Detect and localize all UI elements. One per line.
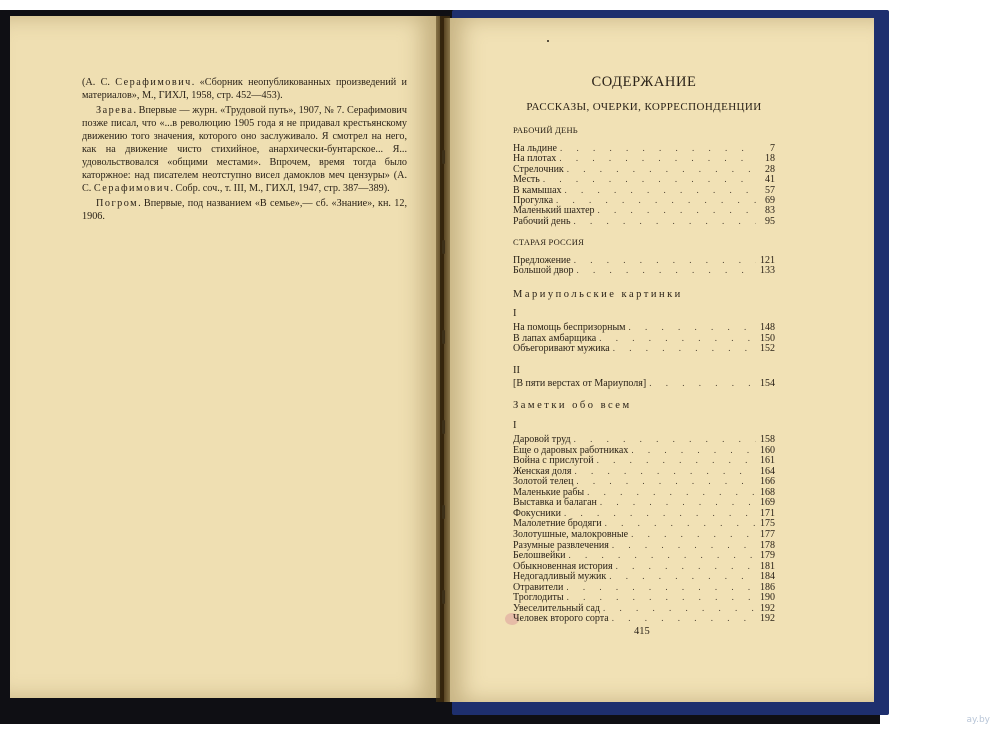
- toc-entry-title: Золотой телец: [513, 476, 574, 488]
- dot-leader: [612, 540, 756, 551]
- toc-entry-page: 178: [760, 539, 775, 551]
- toc-entry-page: 57: [765, 184, 775, 196]
- dot-leader: [564, 508, 756, 519]
- ink-dot: [547, 40, 549, 42]
- toc-entry: [513, 613, 775, 624]
- dot-leader: [631, 445, 756, 456]
- toc-entry: [513, 476, 775, 487]
- toc-entry: [513, 164, 775, 175]
- toc-entry: [513, 322, 775, 333]
- toc-entry-page: 171: [760, 507, 775, 519]
- dot-leader: [613, 343, 756, 354]
- section-heading: РАБОЧИЙ ДЕНЬ: [513, 125, 578, 135]
- dot-leader: [576, 265, 756, 276]
- dot-leader: [567, 164, 756, 175]
- toc-entry: [513, 550, 775, 561]
- toc-entry-title: Предложение: [513, 255, 571, 266]
- part-number: II: [513, 365, 520, 376]
- toc-entry-page: 150: [760, 332, 775, 344]
- toc-entry-page: 148: [760, 322, 775, 333]
- dot-leader: [597, 455, 756, 466]
- dot-leader: [629, 322, 757, 333]
- section-heading: СТАРАЯ РОССИЯ: [513, 237, 584, 247]
- toc-entry-page: 164: [760, 465, 775, 477]
- dot-leader: [600, 497, 756, 508]
- binding-stitch: [442, 330, 445, 344]
- dot-leader: [569, 550, 756, 561]
- commentary-paragraph: Погром. Впервые, под названием «В семье»,— сб. «Знание», кн. 12, 1906.: [82, 198, 407, 222]
- toc-entry-page: 18: [765, 153, 775, 165]
- toc-entry: [513, 497, 775, 508]
- binding-stitch: [442, 150, 445, 164]
- toc-entry-page: 28: [765, 163, 775, 175]
- dot-leader: [556, 195, 756, 206]
- toc-entry: [513, 205, 775, 216]
- toc-entry-page: 154: [760, 378, 775, 389]
- toc-subtitle: РАССКАЗЫ, ОЧЕРКИ, КОРРЕСПОНДЕНЦИИ: [526, 101, 762, 113]
- toc-entry-page: 179: [760, 550, 775, 562]
- toc-entry: [513, 343, 775, 354]
- toc-entry: [513, 333, 775, 344]
- toc-entry-page: 83: [765, 205, 775, 217]
- dot-leader: [574, 216, 757, 227]
- toc-entry-title: Троглодиты: [513, 592, 564, 604]
- dot-leader: [574, 255, 756, 266]
- toc-entry-title: Человек второго сорта: [513, 613, 609, 625]
- watermark: ay.by: [966, 715, 990, 725]
- toc-entry-title: На помощь беспризорным: [513, 322, 626, 333]
- binding-stitch: [442, 240, 445, 254]
- toc-entry-title: Объегоривают мужика: [513, 343, 610, 355]
- toc-entry-page: 190: [760, 592, 775, 604]
- toc-entry: [513, 185, 775, 196]
- dot-leader: [649, 378, 756, 389]
- dot-leader: [631, 529, 756, 540]
- toc-entry: [513, 265, 775, 276]
- dot-leader: [612, 613, 756, 624]
- toc-entry-title: Маленькие рабы: [513, 486, 585, 498]
- toc-entry: [513, 518, 775, 529]
- toc-entry: [513, 455, 775, 466]
- toc-entry-title: На льдине: [513, 143, 557, 154]
- dot-leader: [574, 434, 756, 445]
- toc-entry-page: 160: [760, 444, 775, 456]
- toc-entry-title: Недогадливый мужик: [513, 571, 607, 583]
- toc-entry-page: 152: [760, 343, 775, 355]
- toc-entry-title: Золотушные, малокровные: [513, 528, 629, 540]
- toc-entry-page: 181: [760, 560, 775, 572]
- toc-entry: [513, 529, 775, 540]
- toc-entry-title: В камышах: [513, 184, 562, 196]
- toc-entry-title: Большой двор: [513, 265, 574, 277]
- dot-leader: [574, 466, 756, 477]
- toc-entry: [513, 153, 775, 164]
- toc-entry-title: Месть: [513, 174, 540, 186]
- toc-entry-page: 184: [760, 571, 775, 583]
- binding-stitch: [442, 505, 445, 519]
- toc-entry-page: 158: [760, 434, 775, 445]
- dot-leader: [560, 143, 756, 154]
- toc-entry: [513, 195, 775, 206]
- dot-leader: [616, 561, 756, 572]
- toc-entry: [513, 592, 775, 603]
- toc-entry: [513, 561, 775, 572]
- toc-entry-page: 177: [760, 528, 775, 540]
- toc-entry: [513, 603, 775, 614]
- toc-entry: [513, 540, 775, 551]
- toc-entry-page: 7: [770, 143, 775, 154]
- toc-entry-page: 161: [760, 455, 775, 467]
- dot-leader: [605, 518, 756, 529]
- toc-entry-page: 69: [765, 195, 775, 206]
- toc-entry-title: Белошвейки: [513, 550, 566, 562]
- toc-entry: [513, 143, 775, 154]
- binding-stitch: [442, 590, 445, 604]
- toc-entry: [513, 378, 775, 389]
- toc-entry-page: 186: [760, 581, 775, 593]
- commentary-paragraph: Зарева. Впервые — журн. «Трудовой путь», 1907, № 7. Серафимович позже писал, что «...в революцию 1905 года я не придавал крестьянскому движению того значения, которого оно заслуживало. Я смотрел на него, как на движение чисто стихийное, анархически-бунтарское... Я... удовольствовался «общими местами». Впрочем, время тогда было каторжное: над писателем неотступно висел дамоклов меч цензуры» (А. С. Серафимович. Собр. соч., т. III, М., ГИХЛ, 1947, стр. 387—389).: [82, 105, 407, 194]
- toc-entry-page: 169: [760, 497, 775, 509]
- dot-leader: [559, 153, 756, 164]
- dot-leader: [609, 571, 756, 582]
- dot-leader: [587, 487, 756, 498]
- binding-stitch: [442, 420, 445, 434]
- toc-entry-title: Еще о даровых работниках: [513, 444, 629, 456]
- toc-entry: [513, 216, 775, 227]
- dot-leader: [566, 582, 756, 593]
- toc-entry-page: 95: [765, 215, 775, 227]
- toc-entry: [513, 255, 775, 266]
- dot-leader: [543, 174, 756, 185]
- toc-entry: [513, 508, 775, 519]
- toc-entry: [513, 174, 775, 185]
- toc-entry-title: Отравители: [513, 581, 564, 593]
- toc-entry-page: 121: [760, 255, 775, 266]
- toc-entry-title: Рабочий день: [513, 215, 571, 227]
- toc-entry-title: Женская доля: [513, 465, 572, 477]
- section-heading: Заметки обо всем: [513, 400, 632, 411]
- toc-entry: [513, 582, 775, 593]
- toc-entry-title: Увеселительный сад: [513, 602, 601, 614]
- toc-entry-title: Малолетние бродяги: [513, 518, 602, 530]
- toc-entry: [513, 466, 775, 477]
- commentary-text: [82, 76, 407, 225]
- section-heading: Мариупольские картинки: [513, 289, 683, 300]
- toc-entry-title: В лапах амбарщика: [513, 332, 597, 344]
- dot-leader: [565, 185, 756, 196]
- part-number: I: [513, 420, 517, 431]
- toc-entry-title: Стрелочник: [513, 163, 564, 175]
- toc-entry-page: 133: [760, 265, 775, 277]
- toc-entry: [513, 487, 775, 498]
- toc-entry: [513, 434, 775, 445]
- toc-entry-title: На плотах: [513, 153, 557, 165]
- toc-entry-title: Даровой труд: [513, 434, 571, 445]
- part-number: I: [513, 308, 517, 319]
- toc-entry-title: Война с прислугой: [513, 455, 594, 467]
- toc-entry-page: 192: [760, 602, 775, 614]
- dot-leader: [599, 333, 756, 344]
- toc-entry-title: [В пяти верстах от Мариуполя]: [513, 378, 647, 389]
- toc-entry: [513, 571, 775, 582]
- toc-entry-page: 168: [760, 486, 775, 498]
- toc-entry-page: 192: [760, 613, 775, 625]
- toc-entry-title: Прогулка: [513, 195, 554, 206]
- dot-leader: [603, 603, 756, 614]
- toc-entry-title: Обыкновенная история: [513, 560, 613, 572]
- dot-leader: [567, 592, 756, 603]
- dot-leader: [576, 476, 756, 487]
- toc-entry-title: Маленький шахтер: [513, 205, 595, 217]
- toc-entry-title: Фокусники: [513, 507, 561, 519]
- toc-entry-page: 41: [765, 174, 775, 186]
- toc-entry-title: Выставка и балаган: [513, 497, 597, 509]
- toc-entry-title: Разумные развлечения: [513, 539, 609, 551]
- dot-leader: [598, 205, 756, 216]
- toc-entry: [513, 445, 775, 456]
- toc-entry-page: 175: [760, 518, 775, 530]
- toc-entry-page: 166: [760, 476, 775, 488]
- page-number: 415: [634, 626, 650, 637]
- commentary-paragraph: (А. С. Серафимович. «Сборник неопубликованных произведений и материалов», М., ГИХЛ, 1958, стр. 452—453).: [82, 77, 408, 101]
- toc-title: СОДЕРЖАНИЕ: [591, 74, 697, 90]
